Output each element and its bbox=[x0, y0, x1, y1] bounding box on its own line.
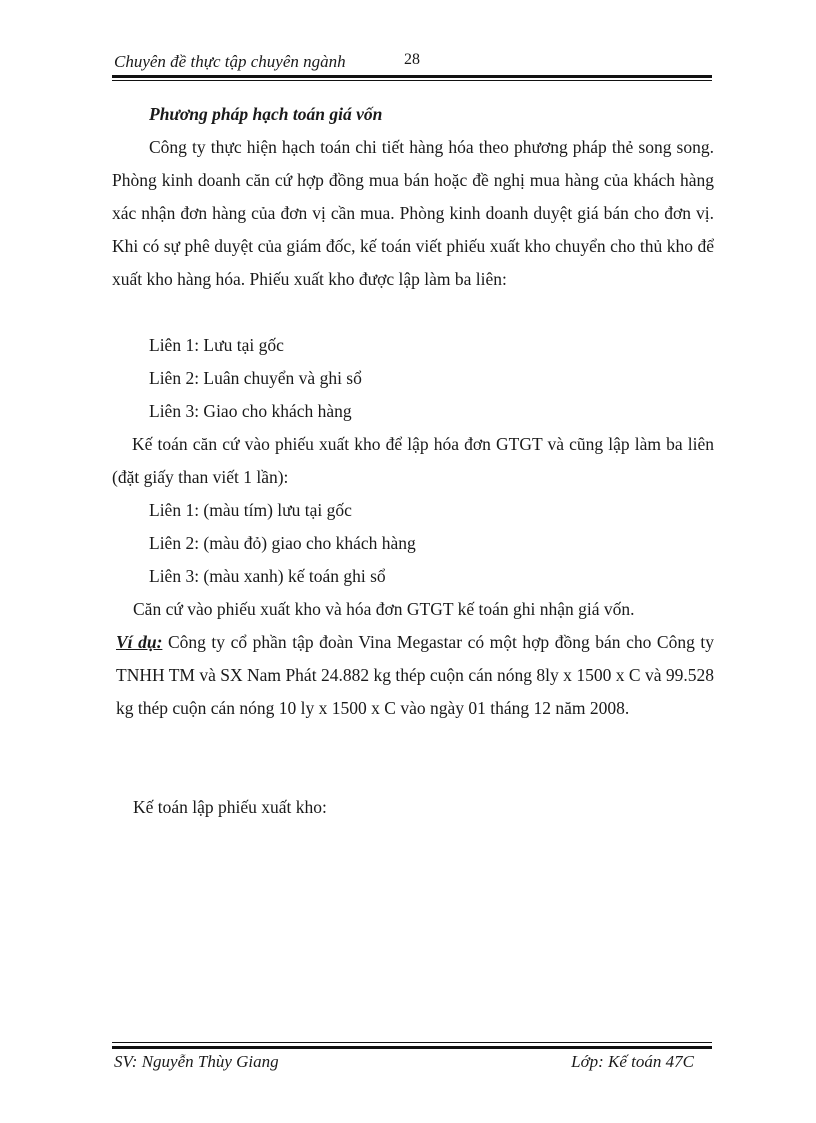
list-item: Liên 3: Giao cho khách hàng bbox=[149, 401, 352, 421]
paragraph-method: Công ty thực hiện hạch toán chi tiết hàng hóa theo phương pháp thẻ song song. Phòng kinh doanh căn cứ hợp đồng mua bán hoặc đề nghị mua hàng của khách hàng xác nhận đơn hàng của đơn vị cần mua. Phòng kinh doanh duyệt giá bán cho đơn vị. Khi có sự phê duyệt của giám đốc, kế toán viết phiếu xuất kho chuyển cho thủ kho để xuất kho hàng hóa. Phiếu xuất kho được lập làm ba liên: bbox=[112, 137, 714, 289]
section-title: Phương pháp hạch toán giá vốn bbox=[149, 104, 383, 124]
header-rule-thin bbox=[112, 80, 712, 81]
page-number: 28 bbox=[404, 51, 420, 68]
header-rule bbox=[112, 75, 712, 78]
example-text: Công ty cổ phần tập đoàn Vina Megastar có một hợp đồng bán cho Công ty TNHH TM và SX Nam Phát 24.882 kg thép cuộn cán nóng 8ly x 1500 x C và 99.528 kg thép cuộn cán nóng 10 ly x 1500 x C vào ngày 01 tháng 12 năm 2008. bbox=[116, 632, 714, 718]
page-footer bbox=[112, 1042, 712, 1082]
header-title: Chuyên đề thực tập chuyên ngành bbox=[114, 52, 346, 71]
paragraph-cost: Căn cứ vào phiếu xuất kho và hóa đơn GTGT kế toán ghi nhận giá vốn. bbox=[133, 599, 635, 619]
footer-rule-thin bbox=[112, 1042, 712, 1043]
paragraph-invoice: Kế toán căn cứ vào phiếu xuất kho để lập hóa đơn GTGT và cũng lập làm ba liên (đặt giấy than viết 1 lần): bbox=[112, 434, 714, 487]
list-item: Liên 1: Lưu tại gốc bbox=[149, 335, 284, 355]
paragraph-slip: Kế toán lập phiếu xuất kho: bbox=[133, 797, 327, 817]
paragraph-example bbox=[116, 626, 714, 725]
list-item: Liên 3: (màu xanh) kế toán ghi sổ bbox=[149, 566, 386, 586]
page-header bbox=[112, 50, 712, 74]
example-label: Ví dụ: bbox=[116, 632, 163, 652]
footer-class: Lớp: Kế toán 47C bbox=[571, 1052, 694, 1071]
list-item: Liên 2: Luân chuyển và ghi sổ bbox=[149, 368, 362, 388]
list-item: Liên 2: (màu đỏ) giao cho khách hàng bbox=[149, 533, 416, 553]
list-item: Liên 1: (màu tím) lưu tại gốc bbox=[149, 500, 352, 520]
footer-student: SV: Nguyễn Thùy Giang bbox=[114, 1052, 279, 1071]
footer-rule bbox=[112, 1046, 712, 1049]
